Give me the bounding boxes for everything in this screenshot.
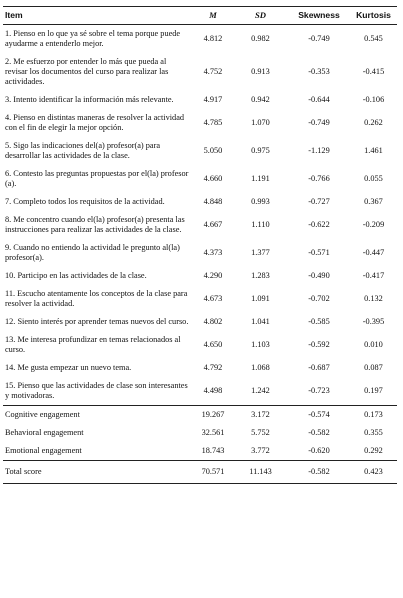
mean-value: 4.848: [203, 197, 223, 206]
header-kurtosis: Kurtosis: [350, 7, 397, 25]
sd-value: 11.143: [233, 461, 288, 484]
table-row: [3, 239, 397, 267]
item-label: Behavioral engagement: [5, 428, 84, 437]
item-label: Cognitive engagement: [3, 406, 193, 425]
mean-value: 4.752: [203, 67, 223, 76]
kurtosis-value: 0.087: [364, 363, 383, 372]
kurtosis-value: 0.173: [350, 406, 397, 425]
mean-value: 4.785: [203, 118, 223, 127]
sd-value: 1.068: [251, 363, 270, 372]
table-row: [3, 267, 397, 285]
table-header-row: [3, 7, 397, 25]
mean-value: 4.917: [203, 95, 223, 104]
skewness-value: -0.702: [308, 294, 330, 303]
kurtosis-value: 0.423: [350, 461, 397, 484]
mean-value: 4.660: [203, 174, 223, 183]
mean-value: 70.571: [193, 461, 233, 484]
table-row: [3, 285, 397, 313]
item-label: 6. Contesto las preguntas propuestas por el(la) profesor (a).: [5, 169, 189, 188]
sd-value: 1.041: [251, 317, 270, 326]
sd-value: 1.242: [251, 386, 270, 395]
kurtosis-value: -0.415: [362, 67, 385, 76]
mean-value: 4.290: [203, 271, 223, 280]
table-row: [3, 53, 397, 91]
descriptive-statistics-table: [3, 6, 397, 484]
item-label: 2. Me esfuerzo por entender lo más que pueda al revisar los documentos del curso para realizar las actividades.: [5, 57, 169, 86]
kurtosis-value: 0.292: [364, 446, 383, 455]
item-label: 3. Intento identificar la información más relevante.: [5, 95, 174, 104]
dimension-row: [3, 424, 397, 442]
item-label: 14. Me gusta empezar un nuevo tema.: [5, 363, 132, 372]
kurtosis-value: 0.262: [364, 118, 383, 127]
table-row: [3, 165, 397, 193]
sd-value: 1.283: [251, 271, 270, 280]
table-row: [3, 91, 397, 109]
item-label: 7. Completo todos los requisitos de la actividad.: [5, 197, 165, 206]
sd-value: 1.103: [251, 340, 270, 349]
table-row: [3, 377, 397, 406]
sd-value: 0.942: [251, 95, 270, 104]
sd-value: 1.377: [251, 248, 270, 257]
mean-value: 4.802: [203, 317, 223, 326]
skewness-value: -0.727: [308, 197, 330, 206]
table-row: [3, 211, 397, 239]
sd-value: 1.091: [251, 294, 270, 303]
mean-value: 4.373: [203, 248, 223, 257]
kurtosis-value: 1.461: [364, 146, 383, 155]
item-label: 1. Pienso en lo que ya sé sobre el tema porque puede ayudarme a entenderlo mejor.: [5, 29, 181, 48]
header-mean: M: [193, 7, 233, 25]
kurtosis-value: -0.447: [362, 248, 385, 257]
skewness-value: -0.622: [308, 220, 330, 229]
mean-value: 4.667: [203, 220, 223, 229]
mean-value: 19.267: [193, 406, 233, 425]
table-row: [3, 359, 397, 377]
skewness-value: -0.749: [308, 34, 330, 43]
kurtosis-value: 0.367: [364, 197, 383, 206]
sd-value: 0.982: [251, 34, 270, 43]
kurtosis-value: 0.197: [364, 386, 383, 395]
table-row: [3, 193, 397, 211]
total-row: [3, 461, 397, 484]
kurtosis-value: 0.545: [364, 34, 383, 43]
table-row: [3, 313, 397, 331]
sd-value: 0.993: [251, 197, 270, 206]
table-row: [3, 331, 397, 359]
table-row: [3, 137, 397, 165]
kurtosis-value: -0.395: [362, 317, 385, 326]
item-label: 9. Cuando no entiendo la actividad le pregunto al(la) profesor(a).: [5, 243, 180, 262]
mean-value: 4.498: [203, 386, 223, 395]
skewness-value: -0.592: [308, 340, 330, 349]
skewness-value: -0.749: [308, 118, 330, 127]
skewness-value: -0.490: [308, 271, 330, 280]
sd-value: 0.975: [251, 146, 270, 155]
mean-value: 4.673: [203, 294, 223, 303]
skewness-value: -0.687: [308, 363, 330, 372]
mean-value: 18.743: [201, 446, 225, 455]
skewness-value: -0.766: [308, 174, 330, 183]
kurtosis-value: 0.132: [364, 294, 383, 303]
item-label: 12. Siento interés por aprender temas nuevos del curso.: [5, 317, 189, 326]
item-label: 13. Me interesa profundizar en temas relacionados al curso.: [5, 335, 181, 354]
sd-value: 0.913: [251, 67, 270, 76]
mean-value: 4.792: [203, 363, 223, 372]
item-label: 4. Pienso en distintas maneras de resolver la actividad con el fin de elegir la mejor opción.: [5, 113, 185, 132]
kurtosis-value: -0.417: [362, 271, 385, 280]
mean-value: 5.050: [203, 146, 223, 155]
skewness-value: -0.353: [308, 67, 330, 76]
skewness-value: -0.582: [308, 428, 330, 437]
dimension-row: [3, 406, 397, 425]
item-label: 10. Participo en las actividades de la clase.: [5, 271, 147, 280]
skewness-value: -0.620: [308, 446, 330, 455]
sd-value: 3.772: [251, 446, 270, 455]
skewness-value: -0.585: [308, 317, 330, 326]
item-label: 8. Me concentro cuando el(la) profesor(a) presenta las instrucciones para realizar las actividades de la clase.: [5, 215, 185, 234]
header-item: Item: [3, 7, 193, 25]
mean-value: 4.650: [203, 340, 223, 349]
skewness-value: -0.723: [308, 386, 330, 395]
kurtosis-value: 0.055: [364, 174, 383, 183]
header-skewness: Skewness: [288, 7, 350, 25]
kurtosis-value: -0.209: [362, 220, 385, 229]
skewness-value: -0.582: [288, 461, 350, 484]
sd-value: 5.752: [251, 428, 270, 437]
sd-value: 1.070: [251, 118, 270, 127]
table-row: [3, 25, 397, 54]
header-sd: SD: [233, 7, 288, 25]
table-row: [3, 109, 397, 137]
kurtosis-value: 0.355: [364, 428, 383, 437]
sd-value: 3.172: [233, 406, 288, 425]
skewness-value: -0.574: [288, 406, 350, 425]
skewness-value: -1.129: [308, 146, 330, 155]
sd-value: 1.191: [251, 174, 270, 183]
mean-value: 32.561: [201, 428, 225, 437]
sd-value: 1.110: [251, 220, 270, 229]
skewness-value: -0.644: [308, 95, 330, 104]
skewness-value: -0.571: [308, 248, 330, 257]
dimension-row: [3, 442, 397, 461]
kurtosis-value: -0.106: [362, 95, 385, 104]
mean-value: 4.812: [203, 34, 223, 43]
item-label: 5. Sigo las indicaciones del(a) profesor(a) para desarrollar las actividades de la clase.: [5, 141, 161, 160]
kurtosis-value: 0.010: [364, 340, 383, 349]
item-label: Total score: [3, 461, 193, 484]
item-label: Emotional engagement: [5, 446, 82, 455]
item-label: 15. Pienso que las actividades de clase son interesantes y motivadoras.: [5, 381, 188, 400]
item-label: 11. Escucho atentamente los conceptos de la clase para resolver la actividad.: [5, 289, 188, 308]
